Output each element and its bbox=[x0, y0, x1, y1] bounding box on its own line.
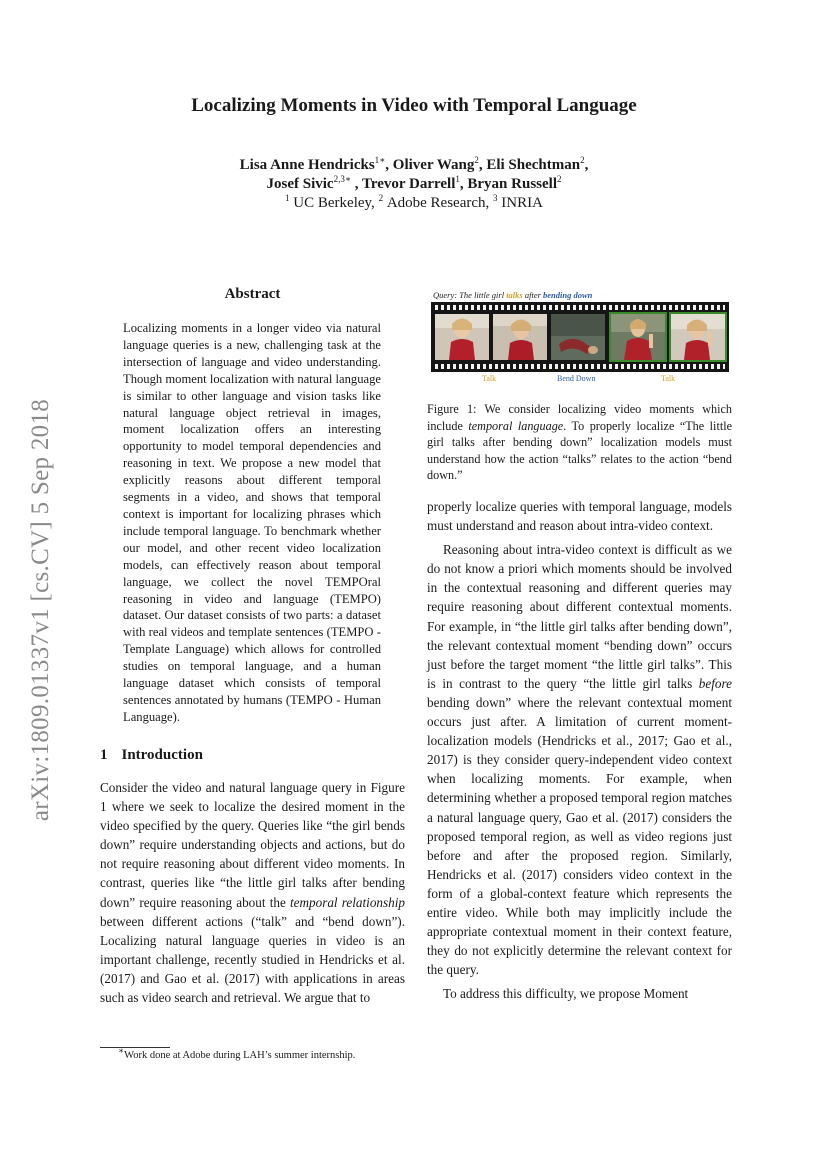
intro-text: between different actions (“talk” and “bend down”). Localizing natural language queries in video is an important challenge, recently studied in Hendricks et al. (2017) and Gao et al. (2017) with applications in areas such as video search and retrieval. We argue that to bbox=[100, 913, 405, 1006]
section-title: Introduction bbox=[121, 747, 203, 763]
intro-text: Consider the video and natural language query in Figure 1 where we seek to localize the desired moment in the video specified by the query. Queries like “the girl bends down” require understanding objects and actions, but do not require reasoning about different video moments. In contrast, queries like “the little girl talks after bending down” require reasoning about the bbox=[100, 780, 405, 910]
affiliations bbox=[0, 195, 828, 212]
arxiv-sidebar bbox=[18, 360, 64, 860]
author-name: Eli Shechtman bbox=[486, 157, 581, 173]
video-frame-4-highlighted bbox=[611, 314, 665, 360]
footnote-text: Work done at Adobe during LAH’s summer internship. bbox=[124, 1050, 356, 1061]
girl-talking-image bbox=[671, 314, 725, 360]
caption-text: . To properly localize “The little girl talks after bending down” localization models must understand how the action “talks” relates to the action “bend down.” bbox=[427, 418, 733, 483]
figure-label-talk: Talk bbox=[482, 374, 497, 383]
footnote-mark: ∗ bbox=[118, 1045, 125, 1056]
author-affiliation-mark: 2 bbox=[580, 155, 585, 165]
section-number: 1 bbox=[100, 747, 108, 763]
query-talks: talks bbox=[506, 290, 523, 300]
author-affiliation-mark: 2 bbox=[557, 174, 562, 184]
author-affiliation-mark: 1 bbox=[455, 174, 460, 184]
figure-caption bbox=[427, 401, 732, 484]
intro-paragraph-1 bbox=[100, 778, 405, 1007]
girl-bending-image bbox=[551, 314, 605, 360]
footnote bbox=[118, 1045, 356, 1061]
paper-title: Localizing Moments in Video with Temporal Language bbox=[191, 95, 637, 116]
affiliation-name: INRIA bbox=[501, 195, 543, 211]
author-line-1: Lisa Anne Hendricks$^{1∗}$, Oliver Wang$^2$, Eli Shechtman$^2$, bbox=[239, 155, 589, 173]
author-name: Josef Sivic bbox=[266, 176, 334, 192]
author-name: Bryan Russell bbox=[467, 176, 557, 192]
affiliation-mark: 2 bbox=[378, 193, 384, 203]
section-heading-introduction bbox=[100, 747, 203, 764]
video-frame-2 bbox=[493, 314, 547, 360]
intro-emphasis: before bbox=[698, 675, 732, 691]
video-frame-5-highlighted bbox=[671, 314, 725, 360]
author-affiliation-mark: 2,3∗ bbox=[333, 174, 351, 184]
affiliation-mark: 1 bbox=[285, 193, 290, 203]
abstract-body: Localizing moments in a longer video via natural language queries is a new, challenging task at the intersection of language and video understanding. Though moment localization with natural language is similar to other language and vision tasks like natural language object retrieval in images, moment localization offers an interesting opportunity to model temporal dependencies and reasoning in text. We propose a new model that explicitly reasons about different temporal segments in a video, and shows that temporal context is important for localizing phrases which include temporal language. To benchmark whether our model, and other recent video localization models, can effectively reason about temporal language, we collect the novel TEMPOral reasoning in video and language (TEMPO) dataset. Our dataset consists of two parts: a dataset with real videos and template sentences (TEMPO - Template Language) which allows for controlled studies on temporal language, and a human language dataset which consists of temporal sentences annotated by humans (TEMPO - Human Language). bbox=[123, 321, 381, 724]
film-sprockets-bottom bbox=[435, 364, 725, 369]
abstract-heading: Abstract bbox=[224, 286, 281, 302]
intro-paragraph-2: properly localize queries with temporal language, models must understand and reason about intra-video context. bbox=[427, 499, 732, 534]
author-name: Trevor Darrell bbox=[361, 176, 456, 192]
video-frame-3 bbox=[551, 314, 605, 360]
intro-text: Reasoning about intra-video context is difficult as we do not know a priori which moments should be involved in the contextual reasoning and different queries may require reasoning about different contextual moments. For example, in “the little girl talks after bending down”, the relevant contextual moment “bending down” occurs just before the target moment “the little girl talks”. This is in contrast to the query “the little girl talks bbox=[427, 542, 732, 691]
query-bend: bending down bbox=[543, 290, 593, 300]
caption-emphasis: temporal language bbox=[468, 418, 564, 433]
author-name: Lisa Anne Hendricks bbox=[239, 157, 375, 173]
query-mid: after bbox=[522, 290, 544, 300]
intro-paragraph-4: To address this difficulty, we propose Moment bbox=[443, 986, 689, 1002]
figure-label-talk: Talk bbox=[661, 374, 676, 383]
author-line-2: Josef Sivic$^{2,3∗}$ , Trevor Darrell$^1$, Bryan Russell$^2$ bbox=[266, 174, 562, 192]
girl-talking-image bbox=[611, 314, 665, 360]
query-prefix: Query: The little girl bbox=[433, 290, 507, 300]
author-name: Oliver Wang bbox=[392, 157, 475, 173]
figure-filmstrip bbox=[431, 302, 729, 372]
affiliation-name: UC Berkeley, bbox=[293, 195, 375, 211]
intro-paragraph-3 bbox=[427, 540, 732, 979]
film-sprockets-top bbox=[435, 305, 725, 310]
footnote-rule bbox=[100, 1047, 170, 1048]
intro-emphasis: temporal relationship bbox=[289, 894, 405, 910]
arxiv-identifier: arXiv:1809.01337v1 [cs.CV] 5 Sep 2018 bbox=[27, 398, 54, 822]
affiliation-name: Adobe Research, bbox=[386, 195, 490, 211]
author-affiliation-mark: 2 bbox=[474, 155, 479, 165]
figure-label-bend-down: Bend Down bbox=[557, 374, 596, 383]
video-frame-1 bbox=[435, 314, 489, 360]
author-affiliation-mark: 1∗ bbox=[374, 155, 386, 165]
girl-talking-image bbox=[435, 314, 489, 360]
intro-right-column bbox=[427, 497, 732, 1003]
girl-talking-image bbox=[493, 314, 547, 360]
affiliation-mark: 3 bbox=[493, 193, 498, 203]
caption-text: Figure 1: We consider localizing video moments which include bbox=[427, 402, 732, 433]
intro-text: bending down” where the relevant contextual moment occurs just after. A limitation of current moment-localization models (Hendricks et al., 2017; Gao et al., 2017) is they consider query-independent video context when localizing moments. For example, when determining whether a proposed temporal region matches a natural language query, Gao et al. (2017) considers the proposed temporal region, as well as video regions just before and after the proposed region. Similarly, Hendricks et al. (2017) considers video context in the form of a global-context feature which represents the entire video. While both may implicitly include the appropriate contextual moment in their context feature, they do not explicitly determine the relevant context for the query. bbox=[427, 694, 732, 978]
figure-query-text bbox=[433, 290, 592, 300]
